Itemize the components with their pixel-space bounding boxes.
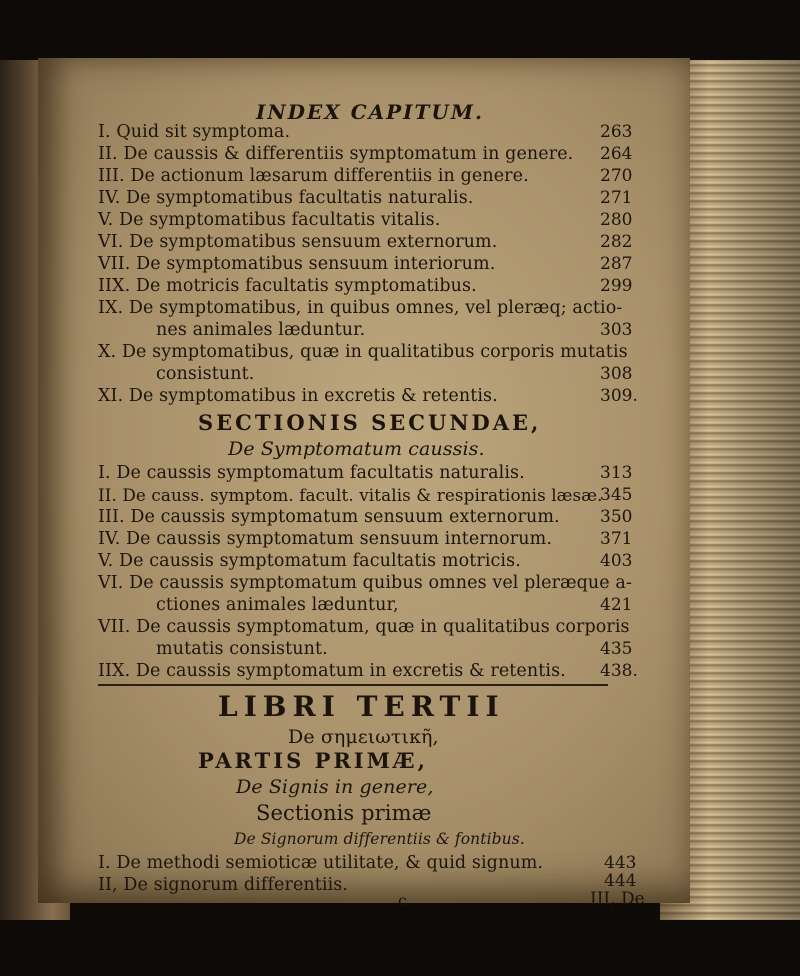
entry-label: III. De actionum læsarum differentiis in genere. [98,166,529,186]
divider-rule [98,684,608,686]
entry-page: 403 [600,551,633,571]
entry-label: III. De caussis symptomatum sensuum externorum. [98,507,560,527]
entry-label: VII. De symptomatibus sensuum interiorum. [98,254,496,274]
page-header: INDEX CAPITUM. [256,100,484,124]
entry-page: 271 [600,188,633,208]
sectio-subtitle: De Signorum differentiis & fontibus. [234,830,525,848]
entry-page: 303 [600,320,633,340]
part-subtitle: De Signis in genere, [236,776,434,798]
entry-page: 435 [600,639,633,659]
entry-label: ctiones animales læduntur, [156,595,399,615]
entry-page: 287 [600,254,633,274]
book-subtitle: De σημειωτικῆ, [288,726,439,748]
entry-label: II. De causs. symptom. facult. vitalis & respirationis læsæ. [98,485,603,505]
entry-label: X. De symptomatibus, quæ in qualitatibus corporis mutatis [98,342,628,362]
entry-page: 443 [604,853,637,873]
entry-label: VII. De caussis symptomatum, quæ in qualitatibus corporis [98,617,630,637]
book-title: LIBRI TERTII [218,690,505,723]
entry-label: I. De methodi semioticæ utilitate, & quid signum. [98,853,544,873]
entry-label: IV. De symptomatibus facultatis naturalis. [98,188,474,208]
part-title: PARTIS PRIMÆ, [198,748,428,773]
entry-page: 371 [600,529,633,549]
entry-page: 280 [600,210,633,230]
entry-page: 264 [600,144,633,164]
entry-page: 270 [600,166,633,186]
catchword: III, De [590,889,645,909]
entry-page: 313 [600,463,633,483]
entry-label: mutatis consistunt. [156,639,328,659]
entry-page: 299 [600,276,633,296]
entry-page: 421 [600,595,633,615]
signature-mark: c [398,891,407,910]
entry-label: V. De symptomatibus facultatis vitalis. [98,210,441,230]
entry-page: 263 [600,122,633,142]
entry-label: VI. De symptomatibus sensuum externorum. [98,232,498,252]
entry-label: V. De caussis symptomatum facultatis motricis. [98,551,521,571]
section-subtitle: De Symptomatum caussis. [228,438,485,460]
section-title: SECTIONIS SECUNDAE, [198,410,542,435]
book-page [38,58,690,910]
entry-label: consistunt. [156,364,255,384]
entry-label: IIX. De caussis symptomatum in excretis & retentis. [98,661,566,681]
entry-label: I. De caussis symptomatum facultatis naturalis. [98,463,525,483]
entry-page: 345 [600,485,633,505]
entry-page: 438. [600,661,638,681]
entry-page: 309. [600,386,638,406]
entry-label: XI. De symptomatibus in excretis & retentis. [98,386,498,406]
entry-label: I. Quid sit symptoma. [98,122,291,142]
sectio-title: Sectionis primæ [256,801,432,825]
entry-label: nes animales læduntur. [156,320,366,340]
entry-label: II, De signorum differentiis. [98,875,349,895]
entry-label: II. De caussis & differentiis symptomatum in genere. [98,144,574,164]
entry-label: VI. De caussis symptomatum quibus omnes vel pleræque a- [98,573,632,593]
entry-label: IIX. De motricis facultatis symptomatibus. [98,276,477,296]
entry-page: 308 [600,364,633,384]
entry-page: 444 [604,871,637,891]
entry-label: IX. De symptomatibus, in quibus omnes, vel pleræq; actio- [98,298,623,318]
entry-page: 350 [600,507,633,527]
entry-label: IV. De caussis symptomatum sensuum internorum. [98,529,553,549]
entry-page: 282 [600,232,633,252]
